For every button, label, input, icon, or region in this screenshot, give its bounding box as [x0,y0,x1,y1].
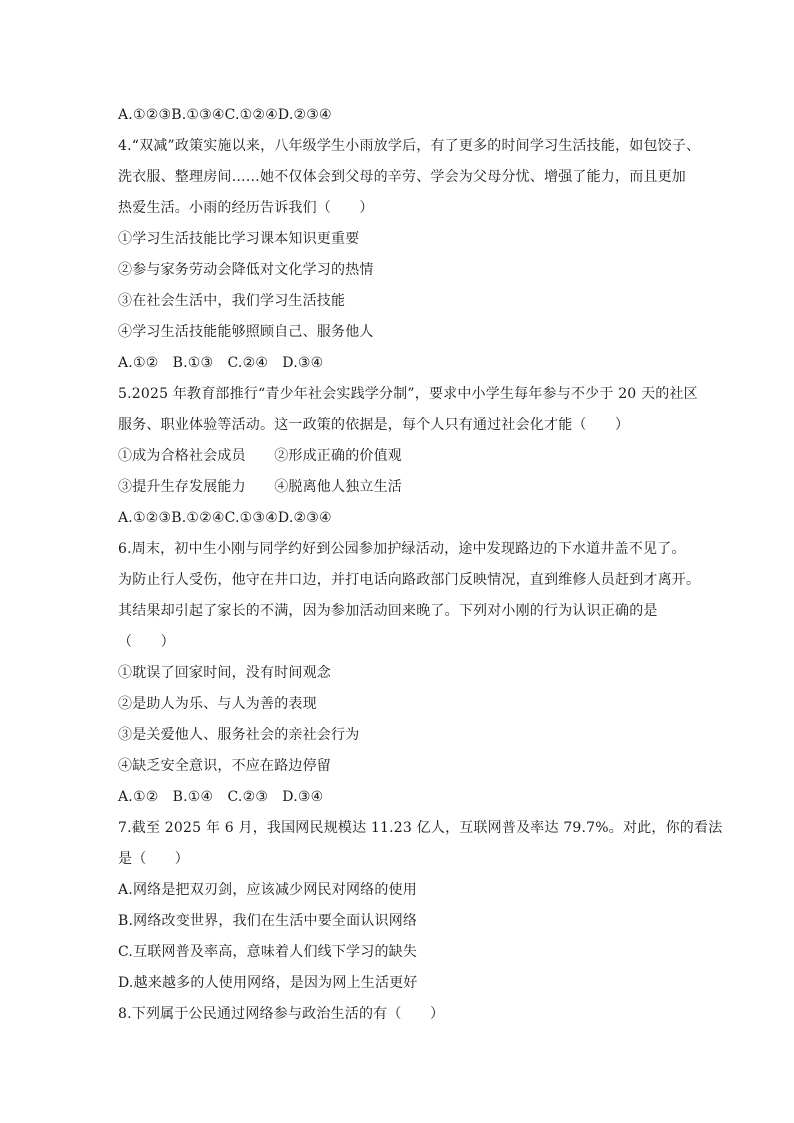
q4-stem-line-2: 洗衣服、整理房间……她不仅体会到父母的辛劳、学会为父母分忧、增强了能力，而且更加 [118,169,686,185]
q6-stem-line-1: 6.周末，初中生小刚与同学约好到公园参加护绿活动，途中发现路边的下水道井盖不见了。 [118,541,686,557]
q6-statement-4: ④缺乏安全意识，不应在路边停留 [118,758,331,774]
q4-stem-line-1: 4.“双减”政策实施以来，八年级学生小雨放学后，有了更多的时间学习生活技能，如包饺子、 [118,138,701,154]
q5-stem-line-2: 服务、职业体验等活动。这一政策的依据是，每个人只有通过社会化才能（ ） [118,417,630,433]
question-text-block [118,100,723,1030]
q6-statement-1: ①耽误了回家时间，没有时间观念 [118,665,331,681]
q3-answer-options: A.①②③B.①③④C.①②④D.②③④ [118,107,332,123]
q4-statement-3: ③在社会生活中，我们学习生活技能 [118,293,346,309]
q6-stem-line-4: （ ） [118,634,175,650]
q7-stem-line-1: 7.截至 2025 年 6 月，我国网民规模达 11.23 亿人，互联网普及率达 79.7%。对此，你的看法 [118,820,723,836]
q8-stem-line-1: 8.下列属于公民通过网络参与政治生活的有（ ） [118,1006,445,1022]
q7-option-a: A.网络是把双刃剑，应该减少网民对网络的使用 [118,882,417,898]
q4-statement-2: ②参与家务劳动会降低对文化学习的热情 [118,262,374,278]
q7-option-b: B.网络改变世界，我们在生活中要全面认识网络 [118,913,418,929]
q6-statement-2: ②是助人为乐、与人为善的表现 [118,696,317,712]
q5-statements-3-4: ③提升生存发展能力 ④脱离他人独立生活 [118,479,402,495]
q6-stem-line-2: 为防止行人受伤，他守在井口边，并打电话向路政部门反映情况，直到维修人员赶到才离开。 [118,572,701,588]
q5-stem-line-1: 5.2025 年教育部推行“青少年社会实践学分制”，要求中小学生每年参与不少于 20 天的社区 [118,386,698,402]
q4-statement-1: ①学习生活技能比学习课本知识更重要 [118,231,360,247]
q6-statement-3: ③是关爱他人、服务社会的亲社会行为 [118,727,360,743]
q7-option-d: D.越来越多的人使用网络，是因为网上生活更好 [118,975,418,991]
q4-stem-line-3: 热爱生活。小雨的经历告诉我们（ ） [118,200,374,216]
q5-answer-options: A.①②③B.①②④C.①③④D.②③④ [118,510,332,526]
q4-answer-options: A.①② B.①③ C.②④ D.③④ [118,355,324,371]
q6-stem-line-3: 其结果却引起了家长的不满，因为参加活动回来晚了。下列对小刚的行为认识正确的是 [118,603,658,619]
q5-statements-1-2: ①成为合格社会成员 ②形成正确的价值观 [118,448,402,464]
q6-answer-options: A.①② B.①④ C.②③ D.③④ [118,789,324,805]
q7-stem-line-2: 是（ ） [118,851,189,867]
q4-statement-4: ④学习生活技能能够照顾自己、服务他人 [118,324,374,340]
q7-option-c: C.互联网普及率高，意味着人们线下学习的缺失 [118,944,418,960]
